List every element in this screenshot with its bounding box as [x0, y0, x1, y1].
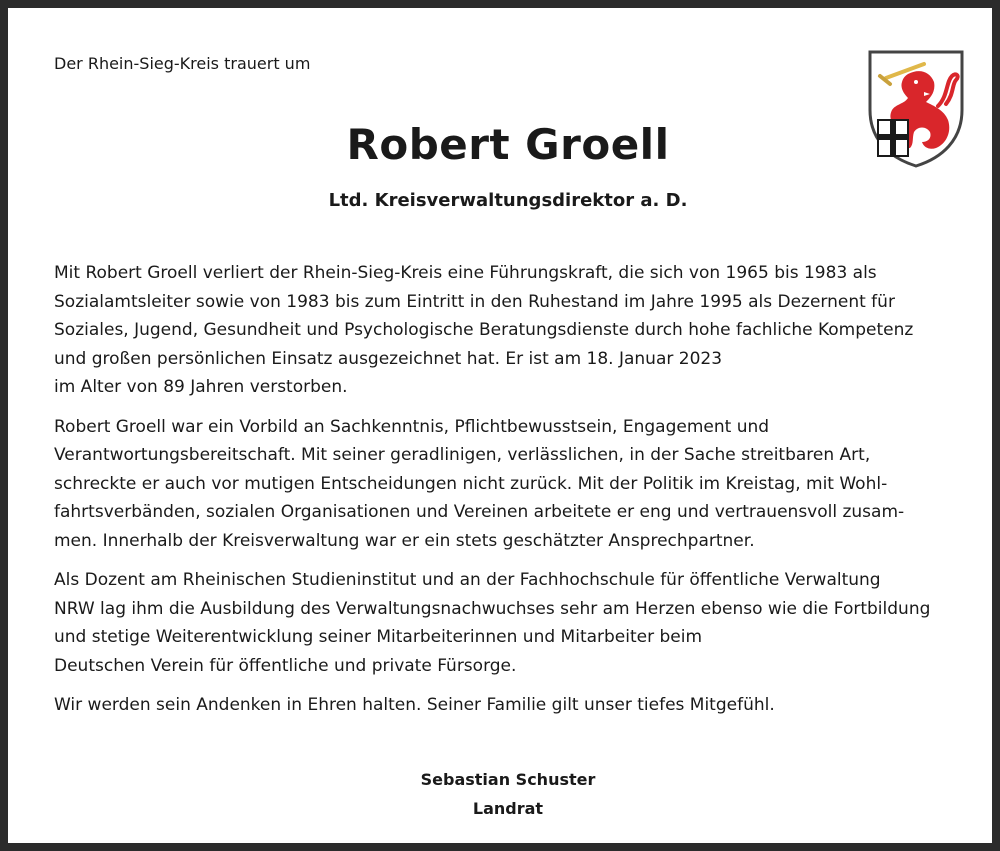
text-line: Soziales, Jugend, Gesundheit und Psychologische Beratungsdienste durch hohe fachliche Kompetenz: [54, 320, 914, 340]
text-line: Als Dozent am Rheinischen Studieninstitut und an der Fachhochschule für öffentliche Verwaltung: [54, 570, 881, 590]
text-line: Robert Groell war ein Vorbild an Sachkenntnis, Pflichtbewusstsein, Engagement und: [54, 416, 770, 437]
paragraph-teaching: [54, 566, 974, 680]
signature-name: Sebastian Schuster: [420, 770, 596, 789]
paragraph-character: [54, 413, 974, 556]
text-line: Deutschen Verein für öffentliche und private Fürsorge.: [54, 655, 517, 676]
deceased-title: Ltd. Kreisverwaltungsdirektor a. D.: [328, 190, 688, 211]
text-line: Mit Robert Groell verliert der Rhein-Sieg-Kreis eine Führungskraft, die sich von 1965 bis 1983 als: [54, 263, 877, 283]
text-line: Wir werden sein Andenken in Ehren halten. Seiner Familie gilt unser tiefes Mitgefühl.: [54, 695, 775, 715]
text-line: im Alter von 89 Jahren verstorben.: [54, 377, 348, 397]
paragraph-closing: [54, 691, 974, 720]
text-line: men. Innerhalb der Kreisverwaltung war er ein stets geschätzter Ansprechpartner.: [54, 530, 755, 551]
text-line: NRW lag ihm die Ausbildung des Verwaltungsnachwuchses sehr am Herzen ebenso wie die Fortbildung: [54, 598, 931, 619]
text-line: und großen persönlichen Einsatz ausgezeichnet hat. Er ist am 18. Januar 2023: [54, 348, 723, 369]
text-line: fahrtsverbänden, sozialen Organisationen und Vereinen arbeitete er eng und vertrauensvoll zusam-: [54, 502, 905, 522]
deceased-name: Robert Groell: [346, 120, 670, 169]
intro-text: Der Rhein-Sieg-Kreis trauert um: [54, 54, 311, 73]
signature-role: Landrat: [472, 799, 544, 818]
text-line: Verantwortungsbereitschaft. Mit seiner geradlinigen, verlässlichen, in der Sache streitbaren Art,: [54, 445, 871, 465]
text-line: Sozialamtsleiter sowie von 1983 bis zum Eintritt in den Ruhestand im Jahre 1995 als Dezernent für: [54, 291, 895, 312]
obituary-body: [54, 259, 974, 731]
paragraph-career: [54, 259, 974, 402]
text-line: schreckte er auch vor mutigen Entscheidungen nicht zurück. Mit der Politik im Kreistag, mit Wohl-: [54, 473, 888, 494]
text-line: und stetige Weiterentwicklung seiner Mitarbeiterinnen und Mitarbeiter beim: [54, 627, 703, 647]
